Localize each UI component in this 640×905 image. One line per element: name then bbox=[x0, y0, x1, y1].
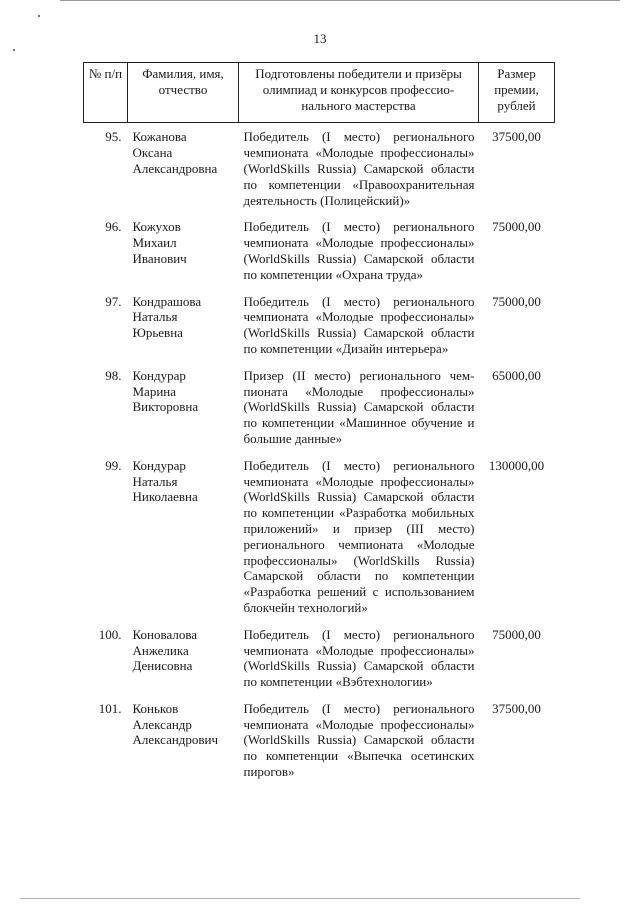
table-row bbox=[84, 627, 555, 701]
row-description: Победитель (I место) регионального чемпионата «Молодые профессионалы» (WorldSkills Russia) Самарской области по компетенции «Охрана труда» bbox=[243, 219, 475, 282]
row-description: Призер (II место) регионального чемпионата «Молодые профессионалы» (WorldSkills Russia) Самарской области по компетенции «Машинное обучение и большие данные» bbox=[243, 367, 475, 446]
scan-top-rule bbox=[60, 0, 620, 1]
name-part: Наталья bbox=[132, 473, 178, 489]
name-part: Кожанова bbox=[132, 129, 187, 145]
table-row bbox=[84, 458, 555, 627]
row-full-name bbox=[128, 458, 239, 627]
name-part: Коньков bbox=[132, 700, 179, 716]
scan-speck bbox=[13, 49, 15, 51]
row-number: 99. bbox=[105, 457, 122, 473]
table-row bbox=[84, 219, 555, 293]
row-full-name bbox=[128, 294, 239, 368]
row-full-name bbox=[128, 627, 239, 701]
table-row bbox=[84, 368, 555, 458]
name-part: Марина bbox=[132, 383, 177, 399]
row-number: 95. bbox=[105, 129, 122, 145]
row-number: 96. bbox=[105, 219, 122, 235]
row-amount: 65000,00 bbox=[492, 367, 541, 383]
row-amount: 75000,00 bbox=[492, 626, 541, 642]
name-part: Кондрашова bbox=[132, 293, 202, 309]
name-part: Кожухов bbox=[132, 219, 181, 235]
row-description: Победитель (I место) регионального чемпионата «Молодые профессионалы» (WorldSkills Russia) Самарской области по компетенции «Правоохранительная деятельность (Полицейский)» bbox=[243, 129, 475, 208]
name-part: Юрьевна bbox=[132, 325, 183, 341]
row-number: 100. bbox=[98, 626, 122, 642]
row-description: Победитель (I место) регионального чемпионата «Молодые профессионалы» (WorldSkills Russia) Самарской области по компетенции «Дизайн интерьера» bbox=[243, 293, 475, 356]
name-part: Денисовна bbox=[132, 658, 193, 674]
table-body bbox=[84, 123, 555, 791]
row-number: 101. bbox=[98, 700, 122, 716]
name-part: Кондурар bbox=[132, 367, 186, 383]
row-amount: 75000,00 bbox=[492, 219, 541, 235]
row-number: 97. bbox=[105, 293, 122, 309]
row-description: Победитель (I место) регионального чемпионата «Молодые профессионалы» (WorldSkills Russia) Самарской области по компетенции «Вэбтехнологии» bbox=[243, 626, 475, 690]
header-amount: Размер премии, рублей bbox=[479, 63, 555, 123]
row-amount: 37500,00 bbox=[492, 700, 541, 716]
row-amount: 130000,00 bbox=[488, 457, 545, 473]
awards-table bbox=[83, 62, 555, 791]
name-part: Александровна bbox=[132, 160, 218, 176]
name-part: Михаил bbox=[132, 235, 177, 251]
name-part: Кондурар bbox=[132, 457, 186, 473]
name-part: Иванович bbox=[132, 250, 187, 266]
header-name: Фамилия, имя, отчество bbox=[128, 63, 239, 123]
page-number: 13 bbox=[313, 31, 327, 46]
name-part: Викторовна bbox=[132, 399, 199, 415]
table-header bbox=[84, 63, 555, 123]
name-part: Наталья bbox=[132, 309, 178, 325]
row-full-name bbox=[128, 701, 239, 791]
name-part: Коновалова bbox=[132, 626, 198, 642]
name-part: Александрович bbox=[132, 732, 219, 748]
row-full-name bbox=[128, 368, 239, 458]
row-number: 98. bbox=[105, 367, 122, 383]
scan-bottom-rule bbox=[20, 898, 580, 899]
table-row bbox=[84, 294, 555, 368]
name-part: Александр bbox=[132, 716, 192, 732]
name-part: Анжелика bbox=[132, 642, 189, 658]
row-full-name bbox=[128, 123, 239, 219]
scan-speck bbox=[38, 15, 40, 17]
name-part: Оксана bbox=[132, 145, 173, 161]
table-row bbox=[84, 701, 555, 791]
name-part: Николаевна bbox=[132, 489, 198, 505]
row-description: Победитель (I место) регионального чемпионата «Молодые профессионалы» (WorldSkills Russia) Самарской области по компетенции «Разработка мобильных приложений» и призер (III место) регионального чемпионата «Молодые профессионалы» (WorldSkills Russia) Самарской области по компетенции «Разработка решений с использованием блокчейн технологий» bbox=[243, 457, 475, 615]
row-full-name bbox=[128, 219, 239, 293]
row-description: Победитель (I место) регионального чемпионата «Молодые профессионалы» (WorldSkills Russia) Самарской области по компетенции «Выпечка осетинских пирогов» bbox=[243, 700, 475, 780]
row-amount: 75000,00 bbox=[492, 293, 541, 309]
row-amount: 37500,00 bbox=[492, 129, 541, 145]
header-number: № п/п bbox=[84, 63, 128, 123]
table-row bbox=[84, 123, 555, 219]
header-description: Подготовлены победители и призёры олимпиад и конкурсов профессионального мастерства bbox=[239, 63, 479, 123]
